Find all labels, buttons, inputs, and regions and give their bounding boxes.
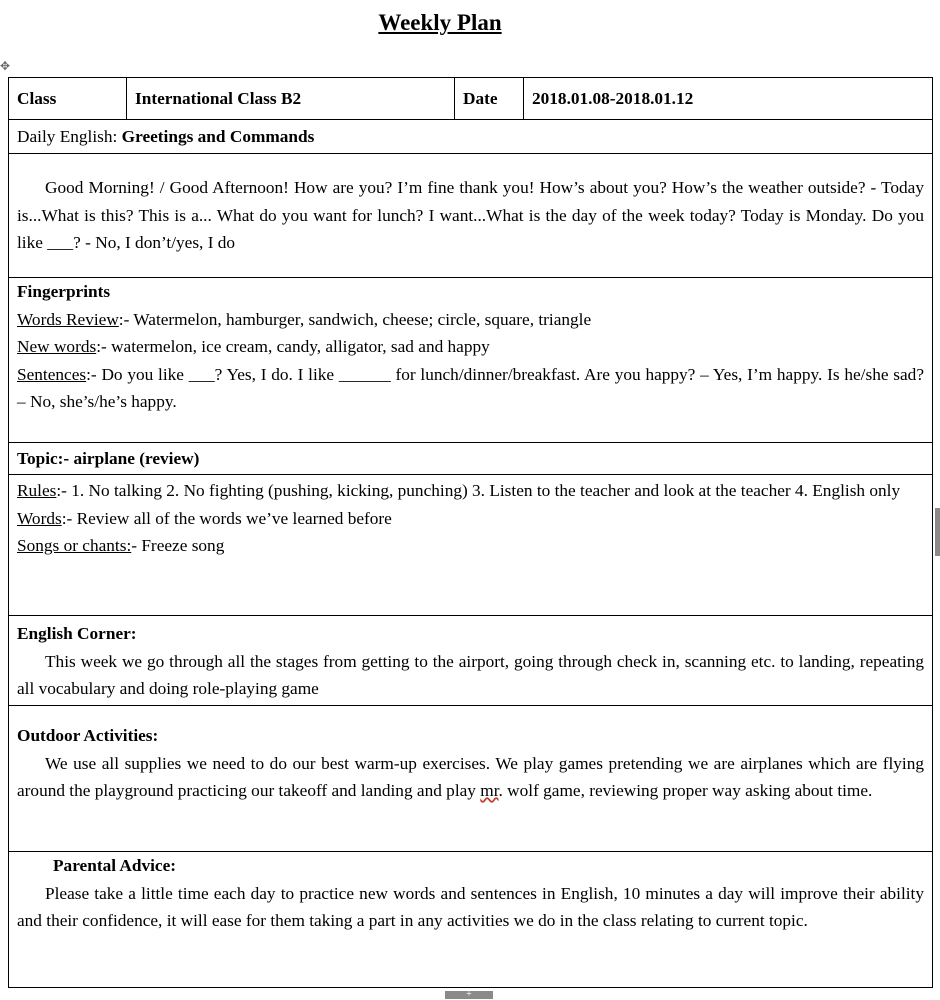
outdoor-body: [17, 750, 924, 805]
rules-line: [17, 477, 924, 505]
daily-english-label: Daily English:: [17, 126, 122, 146]
words-line: [17, 505, 924, 533]
outdoor-heading: Outdoor Activities:: [17, 726, 159, 745]
weekly-plan-table: [8, 77, 933, 988]
table-side-handle[interactable]: [935, 508, 940, 556]
english-corner-row: [9, 616, 933, 706]
outdoor-body-part-1: We use all supplies we need to do our best warm-up exercises. We play games pretending we are airplanes which are flying around the playground practicing our takeoff and landing and play: [17, 753, 924, 800]
fingerprints-heading: Fingerprints: [17, 282, 111, 301]
class-value: International Class B2: [127, 78, 455, 120]
page-title: Weekly Plan: [378, 10, 502, 35]
topic-heading: Topic:- airplane (review): [9, 443, 933, 475]
words-text: :- Review all of the words we’ve learned before: [61, 508, 392, 528]
outdoor-body-part-2: . wolf game, reviewing proper way asking about time.: [498, 781, 873, 800]
songs-line: [17, 532, 924, 560]
words-review-text: :- Watermelon, hamburger, sandwich, cheese; circle, square, triangle: [118, 309, 592, 329]
outdoor-row: [9, 706, 933, 852]
songs-label: Songs or chants:: [17, 536, 132, 555]
resize-handle-icon[interactable]: +: [445, 991, 493, 999]
words-review-line: [17, 306, 924, 334]
topic-heading-row: [9, 443, 933, 475]
spelling-flag[interactable]: mr: [480, 781, 499, 800]
sentences-text: :- Do you like ___? Yes, I do. I like ______ for lunch/dinner/breakfast. Are you happy? – Yes, I’m happy. Is he/she sad? – No, she’s/he’s happy.: [17, 364, 924, 411]
daily-english-row: [9, 120, 933, 154]
date-label: Date: [455, 78, 524, 120]
fingerprints-row: [9, 278, 933, 443]
english-corner-body: This week we go through all the stages from getting to the airport, going through check in, scanning etc. to landing, repeating all vocabulary and doing role-playing game: [17, 651, 924, 698]
new-words-line: [17, 333, 924, 361]
sentences-label: Sentences: [17, 364, 87, 384]
sentences-line: [17, 361, 924, 416]
rules-label: Rules: [17, 481, 57, 500]
parental-advice-heading: Parental Advice:: [53, 856, 177, 875]
new-words-label: New words: [17, 337, 97, 356]
songs-text: - Freeze song: [131, 536, 225, 555]
topic-body-row: [9, 475, 933, 616]
words-label: Words: [17, 508, 62, 528]
rules-text: :- 1. No talking 2. No fighting (pushing, kicking, punching) 3. Listen to the teacher and look at the teacher 4. English only: [56, 481, 901, 500]
daily-english-body-row: [9, 154, 933, 278]
new-words-text: :- watermelon, ice cream, candy, alligator, sad and happy: [96, 337, 490, 356]
english-corner-heading: English Corner:: [17, 624, 137, 643]
class-label: Class: [9, 78, 127, 120]
date-value: 2018.01.08-2018.01.12: [524, 78, 933, 120]
table-move-handle-icon[interactable]: ✥: [0, 59, 11, 73]
daily-english-body: Good Morning! / Good Afternoon! How are you? I’m fine thank you! How’s about you? How’s the weather outside? - Today is...What is this? This is a... What do you want for lunch? I want...What is the day of the week today? Today is Monday. Do you like ___? - No, I don’t/yes, I do: [17, 178, 924, 252]
words-review-label: Words Review: [17, 309, 119, 329]
header-row: [9, 78, 933, 120]
daily-english-topic: Greetings and Commands: [121, 126, 315, 146]
parental-advice-row: [9, 852, 933, 988]
parental-advice-body: Please take a little time each day to practice new words and sentences in English, 10 minutes a day will improve their ability and their confidence, it will ease for them taking a part in any activities we do in the class relating to current topic.: [17, 883, 924, 930]
